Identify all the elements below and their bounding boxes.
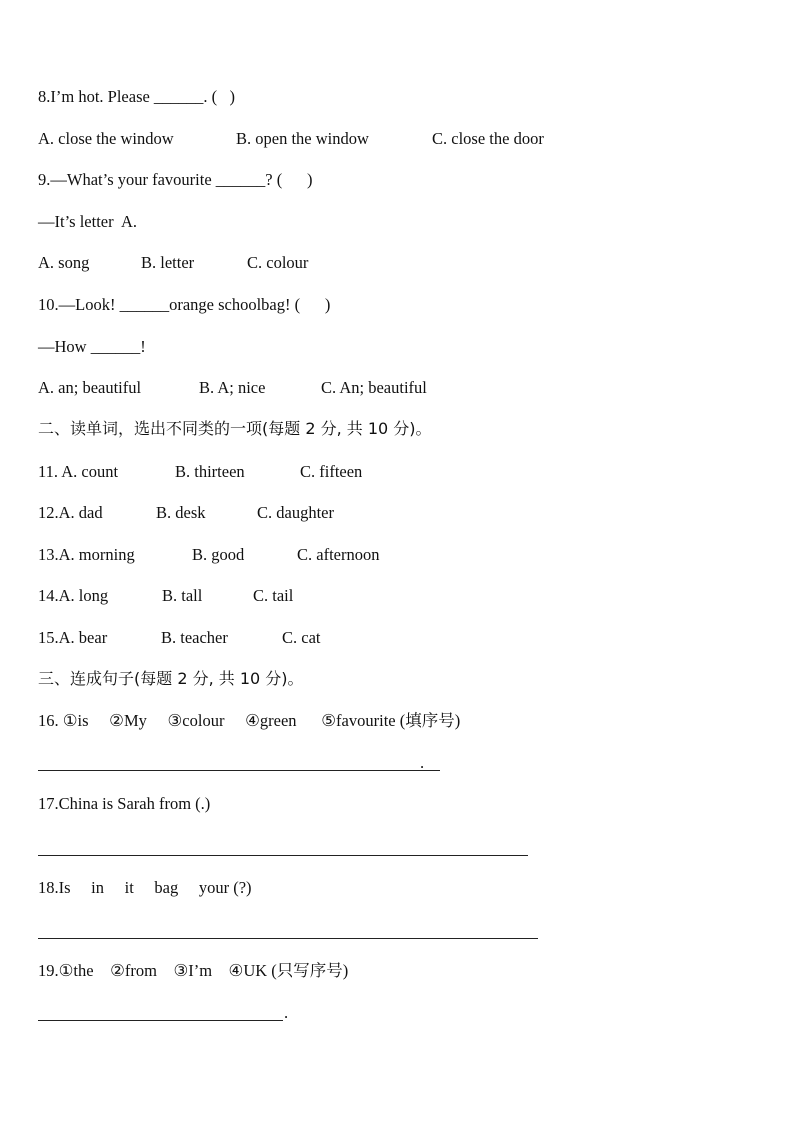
q12-option-a: 12.A. dad [38,503,103,522]
q14-option-c: C. tail [253,586,294,605]
q19-period: . [284,1003,289,1022]
question-17-words: 17.China is Sarah from (.) [38,794,211,813]
q15-option-c: C. cat [282,628,321,647]
q9-option-a: A. song [38,253,90,272]
q9-option-c: C. colour [247,253,309,272]
q10-option-c: C. An; beautiful [321,378,427,397]
question-8-stem: 8.I’m hot. Please ______. ( ) [38,87,236,106]
question-10-reply: —How ______! [38,337,146,356]
q15-option-b: B. teacher [161,628,228,647]
q9-option-b: B. letter [141,253,195,272]
q11-option-a: 11. A. count [38,462,119,481]
q8-option-c: C. close the door [432,129,544,148]
q12-option-b: B. desk [156,503,206,522]
question-10-stem: 10.—Look! ______orange schoolbag! ( ) [38,295,331,314]
q17-answer-line [38,855,528,856]
q15-option-a: 15.A. bear [38,628,108,647]
question-19-words: 19.①the ②from ③I’m ④UK (只写序号) [38,961,349,980]
q8-option-b: B. open the window [236,129,369,148]
q11-option-b: B. thirteen [175,462,245,481]
q16-answer-line [38,770,440,771]
q19-answer-line [38,1020,283,1021]
q14-option-b: B. tall [162,586,203,605]
q12-option-c: C. daughter [257,503,334,522]
question-18-words: 18.Is in it bag your (?) [38,878,252,897]
q13-option-c: C. afternoon [297,545,380,564]
question-9-reply: —It’s letter A. [38,212,137,231]
q10-option-a: A. an; beautiful [38,378,142,397]
section-2-heading: 二、读单词，选出不同类的一项(每题 2 分, 共 10 分)。 [38,419,432,438]
q16-period: . [420,753,425,772]
q14-option-a: 14.A. long [38,586,109,605]
q8-option-a: A. close the window [38,129,174,148]
q10-option-b: B. A; nice [199,378,266,397]
question-9-stem: 9.—What’s your favourite ______? ( ) [38,170,313,189]
q13-option-b: B. good [192,545,245,564]
question-16-words: 16. ①is ②My ③colour ④green ⑤favourite (填序号) [38,711,461,730]
q13-option-a: 13.A. morning [38,545,135,564]
q11-option-c: C. fifteen [300,462,363,481]
q18-answer-line [38,938,538,939]
section-3-heading: 三、连成句子(每题 2 分, 共 10 分)。 [38,669,304,688]
